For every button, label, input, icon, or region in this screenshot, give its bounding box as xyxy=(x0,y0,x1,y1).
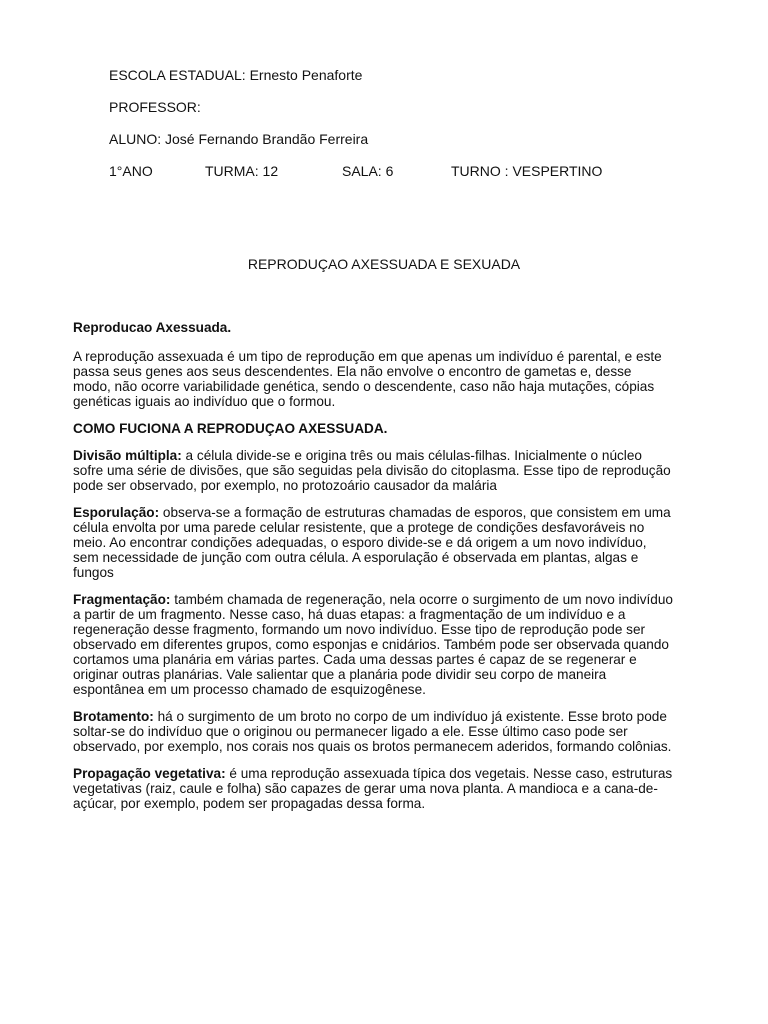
intro-paragraph: A reprodução assexuada é um tipo de reprodução em que apenas um indivíduo é parental, e este passa seus genes aos seus descendentes. Ela não envolve o encontro de gametas e, desse modo, não ocorre variabilidade genética, sendo o descendente, caso não haja mutações, cópias genéticas iguais ao indivíduo que o formou. xyxy=(73,349,662,409)
shift-label: TURNO : VESPERTINO xyxy=(451,163,603,179)
student-line: ALUNO: José Fernando Brandão Ferreira xyxy=(109,131,369,147)
item-text: é uma reprodução assexuada típica dos vegetais. Nesse caso, estruturas vegetativas (raiz, caule e folha) são capazes de gerar uma nova planta. A mandioca e a cana-de-açúcar, por exemplo, podem ser propagadas dessa forma. xyxy=(73,766,673,811)
how-heading: COMO FUCIONA A REPRODUÇAO AXESSUADA. xyxy=(73,421,388,436)
item-term: Brotamento: xyxy=(73,709,154,724)
item-term: Divisão múltipla: xyxy=(73,448,182,463)
professor-line: PROFESSOR: xyxy=(109,99,201,115)
item-term: Fragmentação: xyxy=(73,592,171,607)
year-label: 1°ANO xyxy=(109,163,153,179)
item-text: também chamada de regeneração, nela ocorre o surgimento de um novo indivíduo a partir de um fragmento. Nesse caso, há duas etapas: a fragmentação de um indivíduo e a regeneração desse fragmento, formando um novo indivíduo. Esse tipo de reprodução pode ser observado em diferentes grupos, como esponjas e cnidários. Também pode ser observada quando cortamos uma planária em várias partes. Cada uma dessas partes é capaz de se regenerar e originar outras planárias. Vale salientar que a planária pode dividir seu corpo de maneira espontânea em um processo chamado de esquizogênese. xyxy=(73,592,673,697)
item-text: a célula divide-se e origina três ou mais células-filhas. Inicialmente o núcleo sofre uma série de divisões, que são seguidas pela divisão do citoplasma. Esse tipo de reprodução pode ser observado, por exemplo, no protozoário causador da malária xyxy=(73,448,671,493)
item-term: Esporulação: xyxy=(73,505,160,520)
document-title: REPRODUÇAO AXESSUADA E SEXUADA xyxy=(247,256,521,272)
item-text: há o surgimento de um broto no corpo de um indivíduo já existente. Esse broto pode soltar-se do indivíduo que o originou ou permanecer ligado a ele. Esse último caso pode ser observado, por exemplo, nos corais nos quais os brotos permanecem aderidos, formando colônias. xyxy=(73,709,672,754)
intro-heading: Reproducao Axessuada. xyxy=(73,320,232,335)
item-propagacao-vegetativa xyxy=(73,766,673,811)
class-info-row xyxy=(109,163,602,180)
class-group-label: TURMA: 12 xyxy=(205,163,279,179)
room-label: SALA: 6 xyxy=(342,163,394,179)
item-esporulacao xyxy=(73,505,673,580)
item-brotamento xyxy=(73,709,673,754)
item-term: Propagação vegetativa: xyxy=(73,766,226,781)
school-line: ESCOLA ESTADUAL: Ernesto Penaforte xyxy=(109,67,363,83)
item-text: observa-se a formação de estruturas chamadas de esporos, que consistem em uma célula envolta por uma parede celular resistente, que a protege de condições desfavoráveis no meio. Ao encontrar condições adequadas, o esporo divide-se e dá origem a um novo indivíduo, sem necessidade de junção com outra célula. A esporulação é observada em plantas, algas e fungos xyxy=(73,505,671,580)
item-fragmentacao xyxy=(73,592,673,697)
document-body xyxy=(73,320,673,811)
item-divisao-multipla xyxy=(73,448,673,493)
